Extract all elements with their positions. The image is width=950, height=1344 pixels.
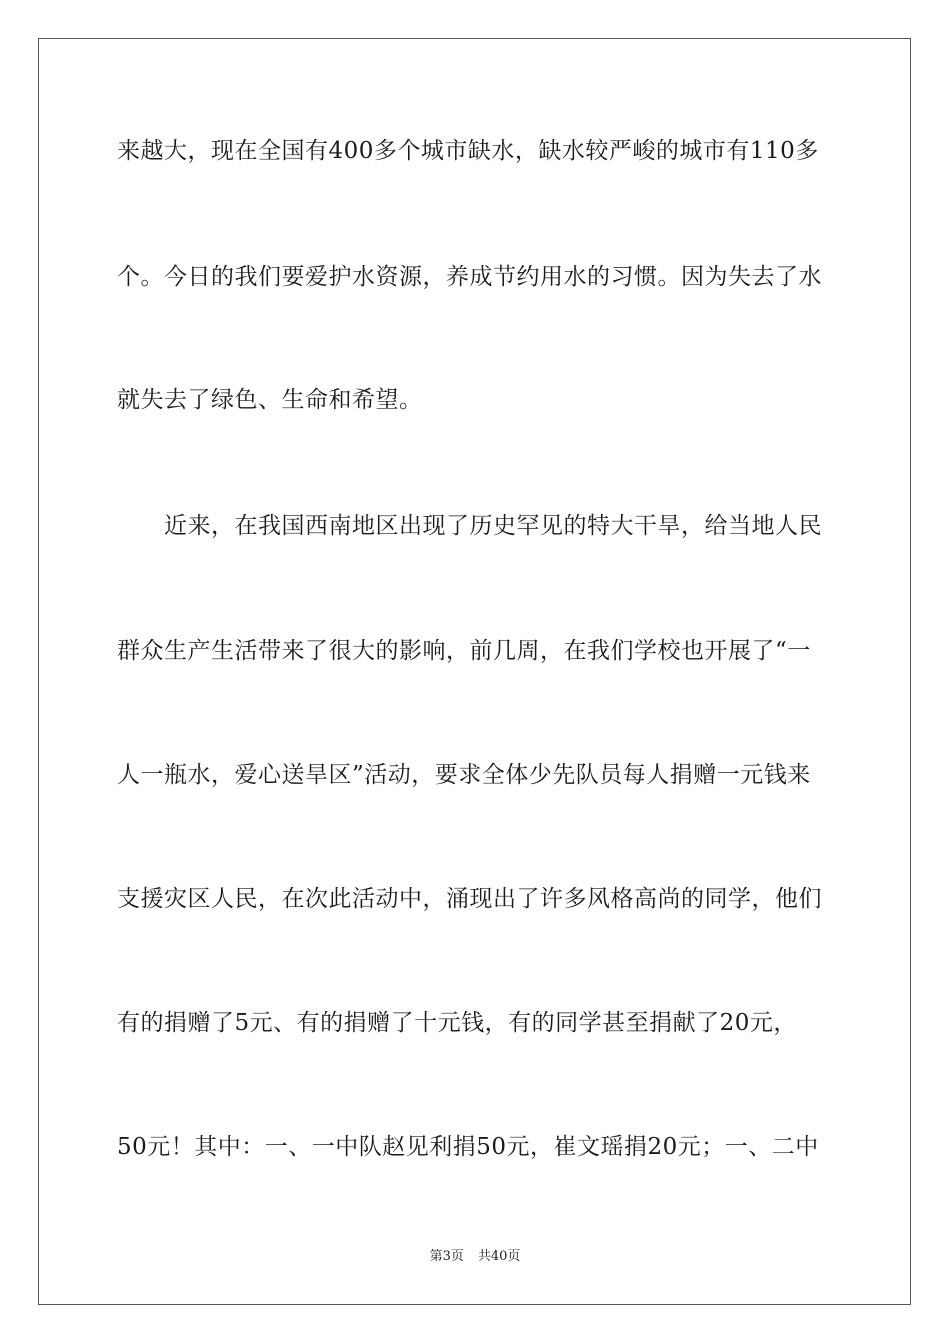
text-line-7: 支援灾区人民，在次此活动中，涌现出了许多风格高尚的同学，他们 bbox=[117, 886, 822, 912]
text-line-8: 有的捐赠了5元、有的捐赠了十元钱，有的同学甚至捐献了20元， bbox=[117, 1010, 797, 1036]
text-line-2: 个。今日的我们要爱护水资源，养成节约用水的习惯。因为失去了水 bbox=[117, 264, 822, 290]
page-number: 第3页 bbox=[429, 1249, 464, 1264]
text-line-3: 就失去了绿色、生命和希望。 bbox=[117, 387, 423, 413]
text-line-5: 群众生产生活带来了很大的影响，前几周，在我们学校也开展了“一 bbox=[117, 638, 811, 664]
page-total: 共40页 bbox=[477, 1249, 521, 1264]
text-line-9: 50元！其中：一、一中队赵见利捐50元，崔文瑶捐20元；一、二中 bbox=[117, 1134, 819, 1160]
page-border bbox=[38, 38, 911, 1305]
paragraph-start-line: 近来，在我国西南地区出现了历史罕见的特大干旱，给当地人民 bbox=[164, 513, 822, 539]
page-footer bbox=[0, 1248, 950, 1266]
text-line-1: 来越大，现在全国有400多个城市缺水，缺水较严峻的城市有110多 bbox=[117, 138, 819, 164]
text-line-6: 人一瓶水，爱心送旱区”活动，要求全体少先队员每人捐赠一元钱来 bbox=[117, 762, 811, 788]
